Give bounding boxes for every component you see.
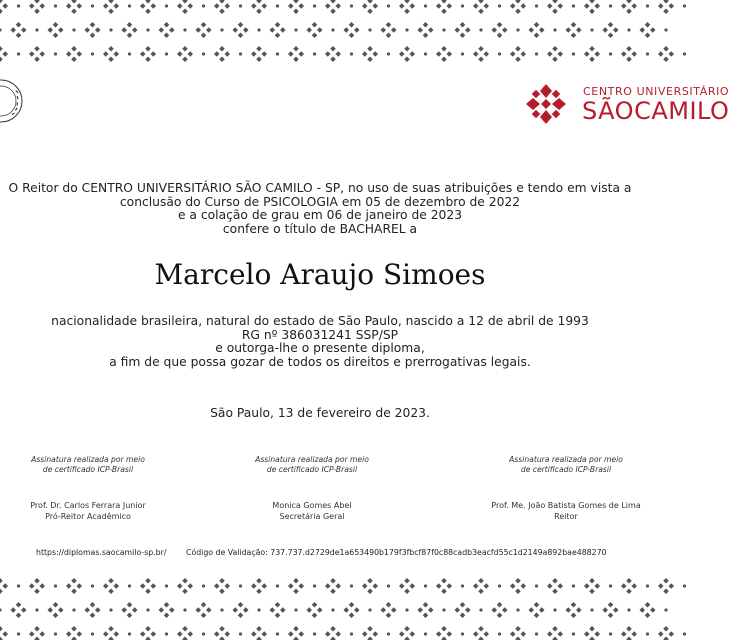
pattern-flower-icon xyxy=(251,626,267,640)
pattern-flower-icon xyxy=(0,46,8,62)
pattern-dot xyxy=(331,28,334,31)
pattern-flower-icon xyxy=(473,0,489,14)
pattern-dot xyxy=(350,584,353,587)
pattern-dot xyxy=(350,4,353,7)
pattern-dot xyxy=(387,632,390,635)
pattern-dot xyxy=(313,632,316,635)
pattern-flower-icon xyxy=(288,578,304,594)
pattern-dot xyxy=(202,584,205,587)
pattern-flower-icon xyxy=(547,46,563,62)
pattern-flower-icon xyxy=(140,578,156,594)
pattern-flower-icon xyxy=(566,602,582,618)
pattern-dot xyxy=(461,584,464,587)
pattern-dot xyxy=(202,52,205,55)
pattern-dot xyxy=(498,632,501,635)
pattern-dot xyxy=(405,608,408,611)
pattern-flower-icon xyxy=(658,46,674,62)
pattern-flower-icon xyxy=(529,22,545,38)
pattern-flower-icon xyxy=(436,0,452,14)
pattern-flower-icon xyxy=(603,602,619,618)
pattern-dot xyxy=(609,584,612,587)
pattern-dot xyxy=(183,608,186,611)
pattern-dot xyxy=(405,28,408,31)
decorative-pattern-top xyxy=(0,0,640,60)
pattern-flower-icon xyxy=(29,46,45,62)
signature-note: Assinatura realizada por meio xyxy=(255,455,369,464)
pattern-dot xyxy=(72,28,75,31)
pattern-dot xyxy=(239,584,242,587)
pattern-flower-icon xyxy=(492,602,508,618)
pattern-dot xyxy=(165,52,168,55)
pattern-dot xyxy=(91,584,94,587)
pattern-flower-icon xyxy=(48,602,64,618)
pattern-dot xyxy=(54,584,57,587)
pattern-dot xyxy=(664,608,667,611)
pattern-flower-icon xyxy=(640,602,656,618)
pattern-dot xyxy=(146,608,149,611)
pattern-flower-icon xyxy=(29,578,45,594)
pattern-flower-icon xyxy=(251,46,267,62)
pattern-dot xyxy=(590,28,593,31)
pattern-dot xyxy=(239,52,242,55)
pattern-flower-icon xyxy=(547,0,563,14)
pattern-flower-icon xyxy=(0,0,8,14)
sao-camilo-cross-icon xyxy=(524,82,568,126)
signature-block-secretary xyxy=(212,455,412,522)
pattern-dot xyxy=(535,52,538,55)
pattern-flower-icon xyxy=(251,0,267,14)
pattern-flower-icon xyxy=(196,22,212,38)
signatory-name: Prof. Dr. Carlos Ferrara Junior xyxy=(30,501,146,510)
pattern-flower-icon xyxy=(103,578,119,594)
graduate-name: Marcelo Araujo Simoes xyxy=(154,258,486,291)
pattern-flower-icon xyxy=(584,578,600,594)
pattern-dot xyxy=(109,608,112,611)
pattern-dot xyxy=(276,584,279,587)
pattern-dot xyxy=(257,28,260,31)
pattern-dot xyxy=(165,584,168,587)
pattern-flower-icon xyxy=(66,578,82,594)
pattern-flower-icon xyxy=(270,22,286,38)
pattern-dot xyxy=(294,608,297,611)
signatory-name: Prof. Me. João Batista Gomes de Lima xyxy=(491,501,641,510)
pattern-flower-icon xyxy=(177,578,193,594)
pattern-dot xyxy=(146,28,149,31)
pattern-dot xyxy=(202,632,205,635)
pattern-dot xyxy=(35,28,38,31)
pattern-flower-icon xyxy=(48,22,64,38)
pattern-flower-icon xyxy=(159,602,175,618)
pattern-dot xyxy=(183,28,186,31)
pattern-flower-icon xyxy=(214,0,230,14)
pattern-flower-icon xyxy=(85,602,101,618)
pattern-flower-icon xyxy=(455,22,471,38)
pattern-dot xyxy=(109,28,112,31)
pattern-flower-icon xyxy=(640,22,656,38)
pattern-dot xyxy=(498,4,501,7)
pattern-flower-icon xyxy=(455,602,471,618)
pattern-dot xyxy=(572,584,575,587)
intro-line: O Reitor do CENTRO UNIVERSITÁRIO SÃO CAMILO - SP, no uso de suas atribuições e tendo em vista a xyxy=(8,181,632,195)
pattern-flower-icon xyxy=(103,0,119,14)
pattern-flower-icon xyxy=(11,22,27,38)
pattern-flower-icon xyxy=(399,578,415,594)
pattern-flower-icon xyxy=(547,578,563,594)
pattern-dot xyxy=(461,4,464,7)
pattern-flower-icon xyxy=(436,626,452,640)
pattern-flower-icon xyxy=(436,578,452,594)
intro-line: conclusão do Curso de PSICOLOGIA em 05 de dezembro de 2022 xyxy=(119,194,521,209)
pattern-flower-icon xyxy=(177,0,193,14)
pattern-flower-icon xyxy=(658,0,674,14)
pattern-flower-icon xyxy=(344,602,360,618)
decorative-pattern-bottom xyxy=(0,580,640,640)
pattern-flower-icon xyxy=(344,22,360,38)
pattern-dot xyxy=(72,608,75,611)
pattern-dot xyxy=(220,28,223,31)
pattern-flower-icon xyxy=(233,22,249,38)
signatory-name: Monica Gomes Abel xyxy=(272,501,352,510)
pattern-flower-icon xyxy=(0,578,8,594)
pattern-dot xyxy=(553,28,556,31)
pattern-flower-icon xyxy=(473,46,489,62)
pattern-dot xyxy=(498,52,501,55)
pattern-flower-icon xyxy=(66,626,82,640)
pattern-dot xyxy=(239,4,242,7)
pattern-flower-icon xyxy=(381,602,397,618)
pattern-flower-icon xyxy=(288,626,304,640)
pattern-dot xyxy=(572,52,575,55)
pattern-flower-icon xyxy=(29,0,45,14)
pattern-flower-icon xyxy=(621,578,637,594)
pattern-flower-icon xyxy=(196,602,212,618)
pattern-flower-icon xyxy=(288,0,304,14)
pattern-flower-icon xyxy=(418,602,434,618)
pattern-dot xyxy=(646,632,649,635)
pattern-flower-icon xyxy=(122,602,138,618)
sao-camilo-logo xyxy=(524,82,729,126)
pattern-dot xyxy=(683,4,686,7)
pattern-flower-icon xyxy=(214,46,230,62)
pattern-flower-icon xyxy=(29,626,45,640)
pattern-flower-icon xyxy=(529,602,545,618)
pattern-dot xyxy=(276,52,279,55)
signature-note: de certificado ICP-Brasil xyxy=(42,464,134,474)
pattern-dot xyxy=(35,608,38,611)
signature-block-pro-rector xyxy=(0,455,188,522)
pattern-dot xyxy=(165,4,168,7)
pattern-flower-icon xyxy=(399,46,415,62)
pattern-flower-icon xyxy=(159,22,175,38)
pattern-dot xyxy=(350,632,353,635)
pattern-dot xyxy=(479,608,482,611)
pattern-dot xyxy=(294,28,297,31)
pattern-dot xyxy=(609,4,612,7)
pattern-dot xyxy=(516,28,519,31)
pattern-flower-icon xyxy=(307,602,323,618)
pattern-flower-icon xyxy=(603,22,619,38)
pattern-flower-icon xyxy=(177,46,193,62)
pattern-dot xyxy=(239,632,242,635)
pattern-dot xyxy=(535,632,538,635)
pattern-dot xyxy=(387,4,390,7)
intro-text xyxy=(0,182,648,236)
pattern-dot xyxy=(553,608,556,611)
pattern-dot xyxy=(424,4,427,7)
pattern-flower-icon xyxy=(584,0,600,14)
pattern-flower-icon xyxy=(510,46,526,62)
intro-line: e a colação de grau em 06 de janeiro de 2023 xyxy=(177,208,463,222)
signature-note: de certificado ICP-Brasil xyxy=(520,464,612,474)
pattern-flower-icon xyxy=(140,46,156,62)
pattern-dot xyxy=(461,52,464,55)
signatory-role: Reitor xyxy=(554,512,578,521)
pattern-flower-icon xyxy=(399,0,415,14)
pattern-dot xyxy=(609,632,612,635)
pattern-dot xyxy=(424,52,427,55)
pattern-dot xyxy=(276,4,279,7)
pattern-dot xyxy=(627,28,630,31)
body-line: RG nº 386031241 SSP/SP xyxy=(241,327,399,342)
pattern-dot xyxy=(54,52,57,55)
pattern-dot xyxy=(646,584,649,587)
pattern-dot xyxy=(683,52,686,55)
diploma-url: https://diplomas.saocamilo-sp.br/ xyxy=(36,548,167,557)
pattern-dot xyxy=(368,608,371,611)
pattern-dot xyxy=(590,608,593,611)
signatory-role: Secretária Geral xyxy=(279,512,345,521)
pattern-dot xyxy=(646,4,649,7)
diploma-body-text xyxy=(0,315,640,369)
pattern-dot xyxy=(128,52,131,55)
pattern-flower-icon xyxy=(566,22,582,38)
pattern-dot xyxy=(683,632,686,635)
pattern-dot xyxy=(331,608,334,611)
pattern-flower-icon xyxy=(66,0,82,14)
pattern-flower-icon xyxy=(362,626,378,640)
pattern-flower-icon xyxy=(510,0,526,14)
pattern-flower-icon xyxy=(658,626,674,640)
pattern-dot xyxy=(424,584,427,587)
pattern-dot xyxy=(535,584,538,587)
pattern-dot xyxy=(424,632,427,635)
pattern-dot xyxy=(257,608,260,611)
pattern-flower-icon xyxy=(288,46,304,62)
signatory-role: Pró-Reitor Acadêmico xyxy=(45,512,131,521)
pattern-flower-icon xyxy=(621,0,637,14)
pattern-flower-icon xyxy=(325,578,341,594)
pattern-flower-icon xyxy=(492,22,508,38)
pattern-flower-icon xyxy=(66,46,82,62)
validation-code xyxy=(186,548,607,557)
pattern-flower-icon xyxy=(11,602,27,618)
pattern-dot xyxy=(91,632,94,635)
pattern-dot xyxy=(54,4,57,7)
pattern-dot xyxy=(128,584,131,587)
logo-subtitle: CENTRO UNIVERSITÁRIO xyxy=(583,85,729,98)
pattern-flower-icon xyxy=(122,22,138,38)
pattern-dot xyxy=(54,632,57,635)
pattern-dot xyxy=(0,608,2,611)
pattern-flower-icon xyxy=(510,626,526,640)
validation-label: Código de Validação: xyxy=(186,548,268,557)
signature-block-rector xyxy=(466,455,666,522)
pattern-dot xyxy=(128,632,131,635)
pattern-dot xyxy=(313,4,316,7)
pattern-dot xyxy=(442,28,445,31)
pattern-flower-icon xyxy=(547,626,563,640)
pattern-flower-icon xyxy=(325,0,341,14)
pattern-flower-icon xyxy=(140,0,156,14)
pattern-dot xyxy=(220,608,223,611)
pattern-flower-icon xyxy=(233,602,249,618)
pattern-flower-icon xyxy=(658,578,674,594)
pattern-flower-icon xyxy=(362,46,378,62)
pattern-dot xyxy=(609,52,612,55)
pattern-dot xyxy=(313,584,316,587)
intro-line: confere o título de BACHAREL a xyxy=(222,221,418,236)
body-line: a fim de que possa gozar de todos os direitos e prerrogativas legais. xyxy=(109,354,531,369)
pattern-flower-icon xyxy=(325,626,341,640)
pattern-flower-icon xyxy=(140,626,156,640)
pattern-dot xyxy=(17,52,20,55)
pattern-flower-icon xyxy=(362,578,378,594)
signature-note: Assinatura realizada por meio xyxy=(509,455,623,464)
pattern-dot xyxy=(572,4,575,7)
pattern-flower-icon xyxy=(270,602,286,618)
pattern-flower-icon xyxy=(0,626,8,640)
pattern-dot xyxy=(516,608,519,611)
logo-title: SÃOCAMILO xyxy=(582,97,729,125)
body-line: nacionalidade brasileira, natural do estado de São Paulo, nascido a 12 de abril de 1993 xyxy=(51,314,589,328)
pattern-dot xyxy=(387,584,390,587)
pattern-flower-icon xyxy=(473,578,489,594)
signature-note: Assinatura realizada por meio xyxy=(31,455,145,464)
validation-value: 737.737.d2729de1a653490b179f3fbcf87f0c88cadb3eacfd55c1d2149a892bae488270 xyxy=(270,548,607,557)
pattern-flower-icon xyxy=(584,626,600,640)
pattern-flower-icon xyxy=(307,22,323,38)
pattern-flower-icon xyxy=(362,0,378,14)
pattern-flower-icon xyxy=(473,626,489,640)
pattern-dot xyxy=(165,632,168,635)
pattern-flower-icon xyxy=(103,46,119,62)
university-seal xyxy=(0,78,24,124)
pattern-dot xyxy=(535,4,538,7)
pattern-flower-icon xyxy=(436,46,452,62)
pattern-dot xyxy=(202,4,205,7)
pattern-dot xyxy=(664,28,667,31)
pattern-flower-icon xyxy=(621,626,637,640)
pattern-flower-icon xyxy=(85,22,101,38)
pattern-dot xyxy=(17,4,20,7)
pattern-flower-icon xyxy=(214,626,230,640)
pattern-flower-icon xyxy=(418,22,434,38)
pattern-dot xyxy=(387,52,390,55)
pattern-flower-icon xyxy=(325,46,341,62)
pattern-dot xyxy=(91,4,94,7)
pattern-flower-icon xyxy=(510,578,526,594)
pattern-flower-icon xyxy=(251,578,267,594)
pattern-flower-icon xyxy=(381,22,397,38)
pattern-dot xyxy=(276,632,279,635)
pattern-dot xyxy=(461,632,464,635)
pattern-dot xyxy=(128,4,131,7)
pattern-dot xyxy=(313,52,316,55)
pattern-flower-icon xyxy=(177,626,193,640)
pattern-dot xyxy=(17,584,20,587)
signature-note: de certificado ICP-Brasil xyxy=(266,464,358,474)
pattern-dot xyxy=(368,28,371,31)
pattern-dot xyxy=(91,52,94,55)
pattern-dot xyxy=(350,52,353,55)
pattern-flower-icon xyxy=(214,578,230,594)
pattern-dot xyxy=(479,28,482,31)
pattern-flower-icon xyxy=(621,46,637,62)
pattern-flower-icon xyxy=(399,626,415,640)
pattern-dot xyxy=(683,584,686,587)
body-line: e outorga-lhe o presente diploma, xyxy=(215,341,425,355)
pattern-dot xyxy=(627,608,630,611)
pattern-dot xyxy=(17,632,20,635)
pattern-dot xyxy=(0,28,2,31)
pattern-dot xyxy=(442,608,445,611)
pattern-flower-icon xyxy=(584,46,600,62)
pattern-flower-icon xyxy=(103,626,119,640)
pattern-dot xyxy=(646,52,649,55)
issue-date: São Paulo, 13 de fevereiro de 2023. xyxy=(210,406,430,420)
pattern-dot xyxy=(498,584,501,587)
pattern-dot xyxy=(572,632,575,635)
